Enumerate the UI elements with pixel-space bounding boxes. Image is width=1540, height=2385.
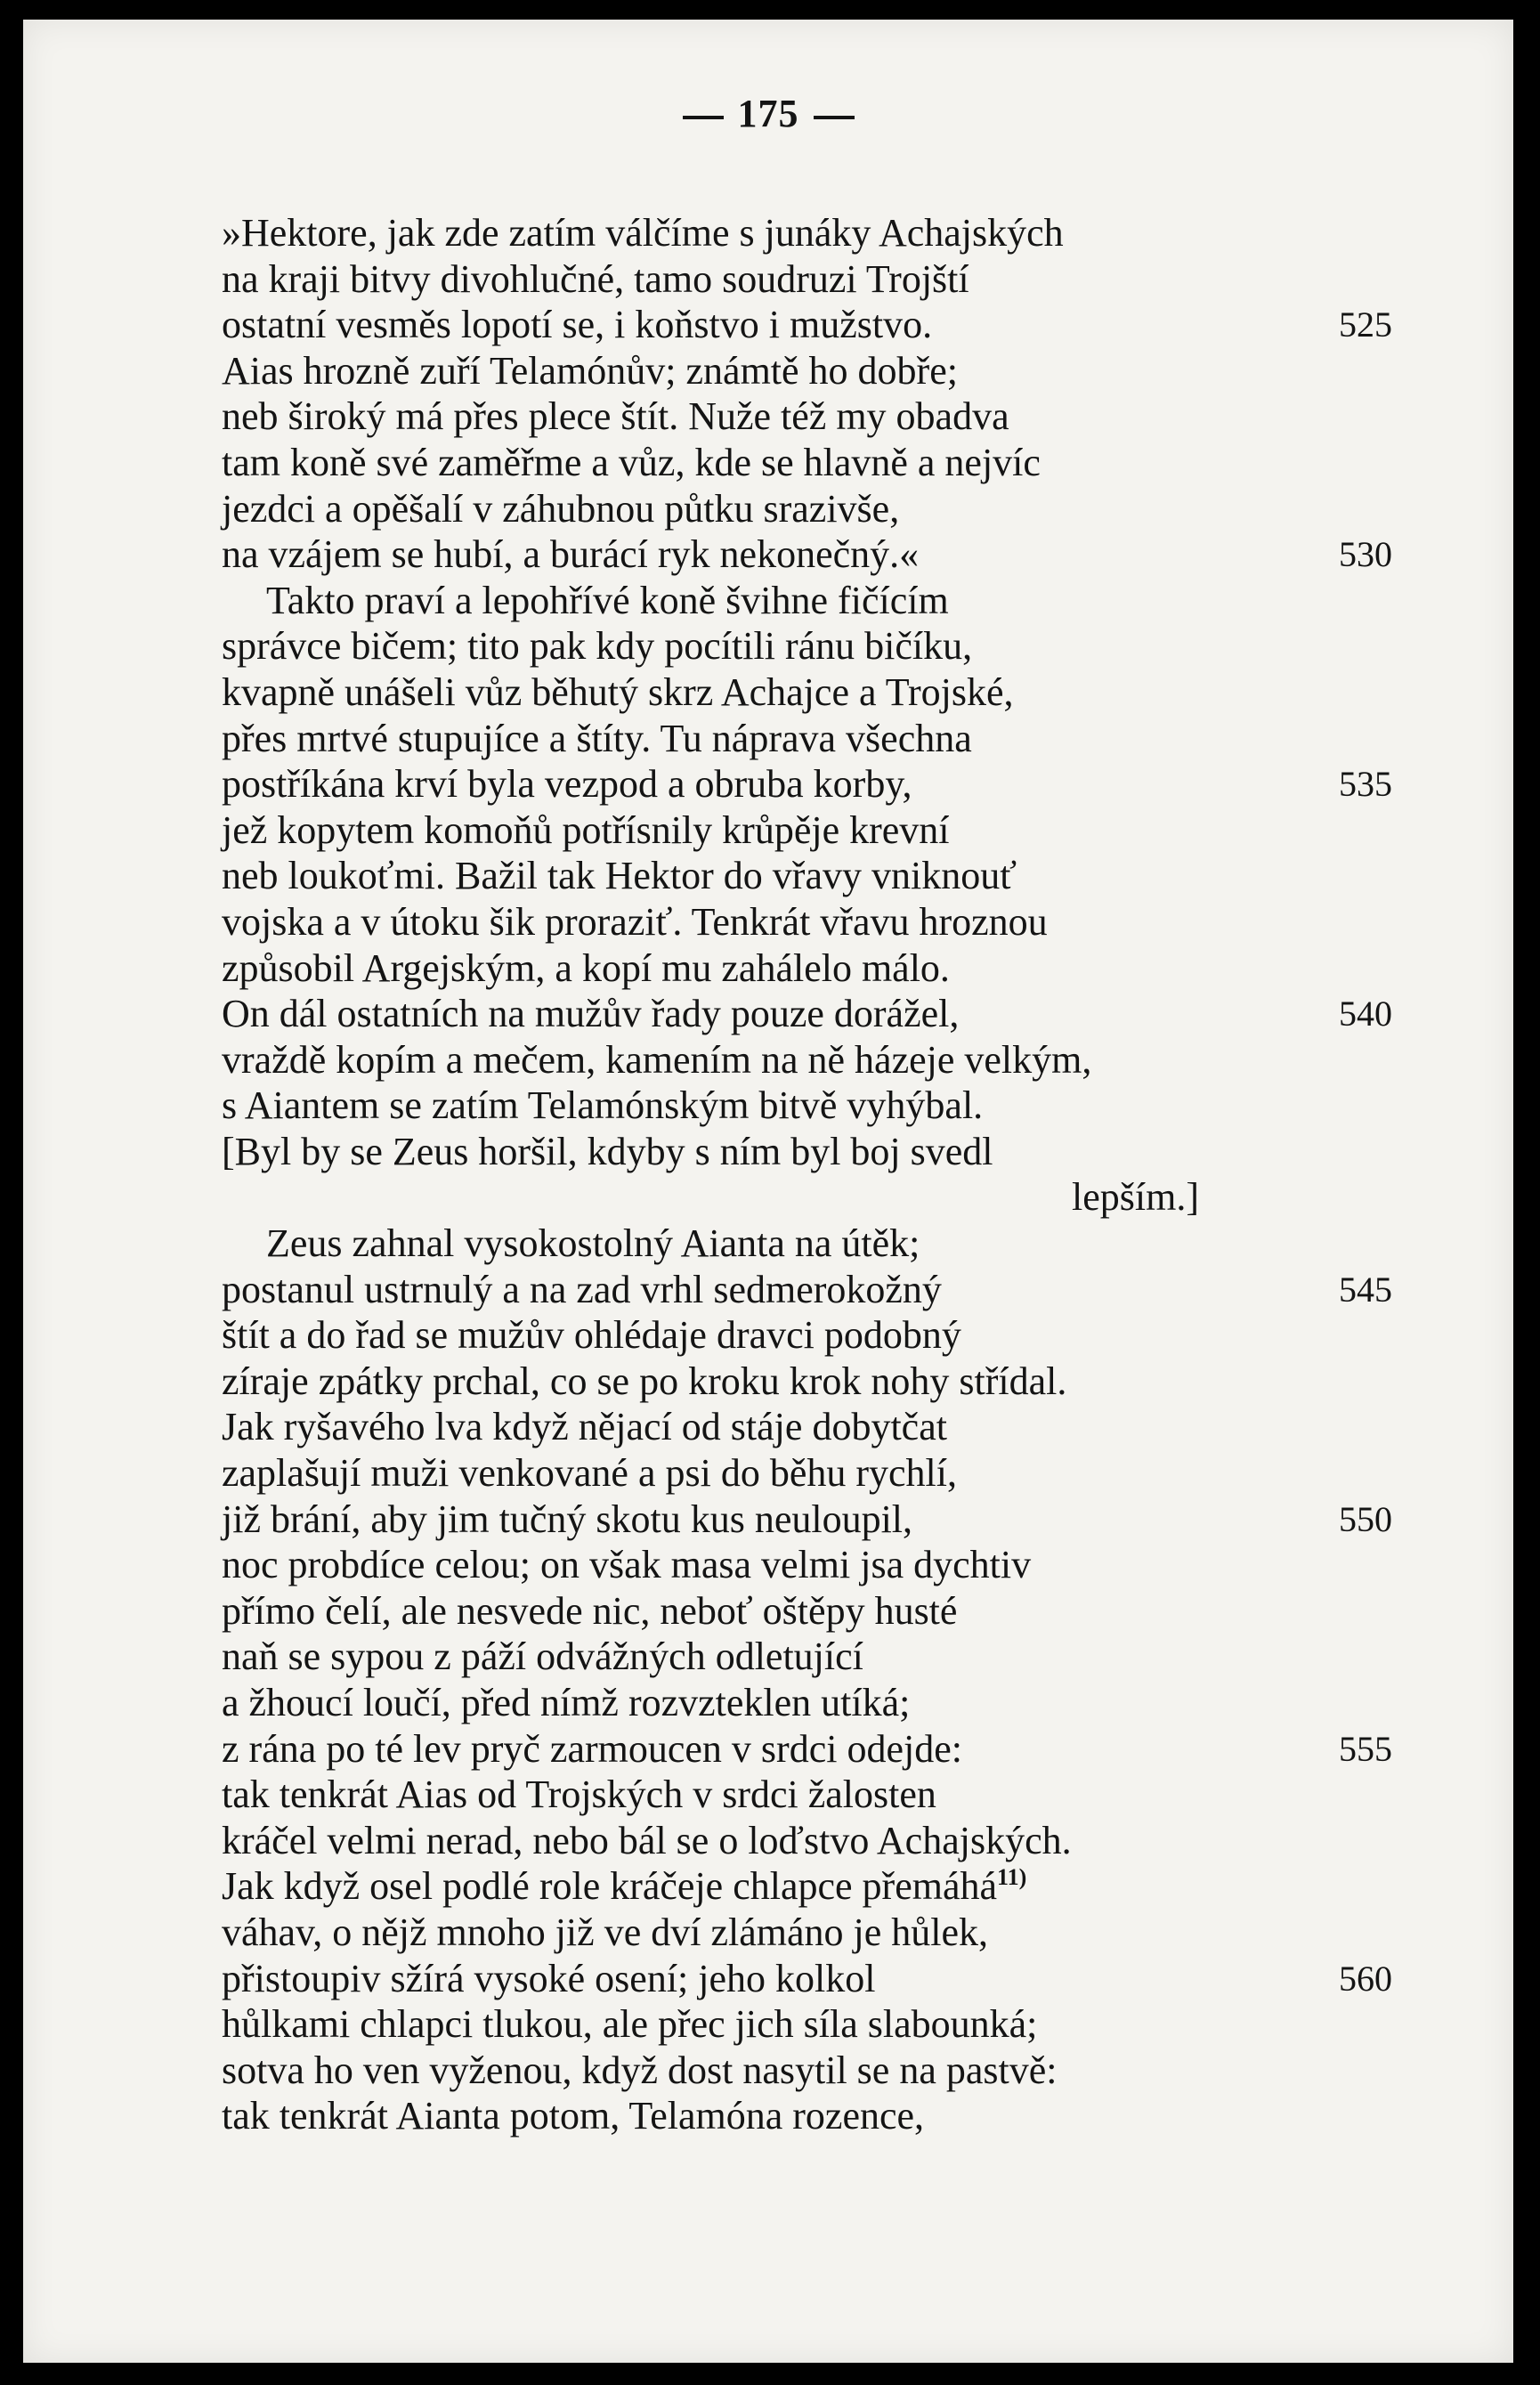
verse-line-text: jezdci a opěšalí v záhubnou půtku srazivše,: [222, 486, 900, 531]
verse-line-text: postříkána krví byla vezpod a obruba korby,: [222, 762, 912, 807]
verse-line-text: již brání, aby jim tučný skotu kus neuloupil,: [222, 1497, 913, 1541]
line-number: 560: [1339, 1958, 1392, 1999]
verse-line-text: jež kopytem komoňů potřísnily krůpěje krevní: [222, 807, 950, 852]
line-number: 525: [1339, 304, 1392, 345]
verse-line: [222, 1542, 1379, 1588]
dash-left: [683, 116, 724, 119]
verse-line-text: hůlkami chlapci tlukou, ale přec jich síla slabounká;: [222, 2002, 1038, 2047]
verse-line-text: naň se sypou z páží odvážných odletující: [222, 1635, 863, 1679]
verse-line-text: správce bičem; tito pak kdy pocítili ránu bičíku,: [222, 624, 973, 669]
verse-line-text: tam koně své zaměřme a vůz, kde se hlavně a nejvíc: [222, 440, 1041, 484]
verse-line: [222, 1497, 1392, 1543]
verse-line: [222, 716, 1379, 762]
verse-line-text: zaplašují muži venkované a psi do běhu rychlí,: [222, 1451, 957, 1496]
verse-line-text: přes mrtvé stupujíce a štíty. Tu náprava všechna: [222, 716, 972, 760]
verse-line-text: »Hektore, jak zde zatím válčíme s junáky Achajských: [222, 211, 1064, 255]
verse-line: [222, 945, 1379, 992]
verse-line: [222, 1588, 1379, 1635]
verse-line: [222, 531, 1392, 578]
page-number-value: 175: [737, 92, 799, 135]
verse-line: [222, 1680, 1379, 1726]
verse-line: [222, 1450, 1379, 1497]
verse-line: [222, 1267, 1392, 1313]
verse-line-text: vojska a v útoku šik proraziť. Tenkrát vřavu hroznou: [222, 899, 1048, 944]
verse-line-text: neb široký má přes plece štít. Nuže též my obadva: [222, 394, 1009, 439]
line-number: 545: [1339, 1269, 1392, 1310]
verse-line-text: způsobil Argejským, a kopí mu zahálelo málo.: [222, 945, 950, 990]
verse-line-text: Jak když osel podlé role kráčeje chlapce přemáhá: [222, 1864, 998, 1909]
verse-line: [222, 807, 1379, 854]
verse-line-text: kráčel velmi nerad, nebo bál se o loďstvo Achajských.: [222, 1818, 1072, 1862]
verse-line: [222, 1037, 1379, 1083]
verse-line: [222, 393, 1379, 440]
verse-line: [222, 1312, 1379, 1359]
verse-line: [222, 1174, 1379, 1221]
verse-line-text: lepším.]: [1072, 1175, 1199, 1220]
verse-line-text: na vzájem se hubí, a burácí ryk nekonečný.«: [222, 532, 920, 577]
verse-line: [222, 1634, 1379, 1680]
verse-line: [222, 302, 1392, 348]
poem-text: [222, 210, 1392, 2139]
verse-line-text: s Aiantem se zatím Telamónským bitvě vyhýbal.: [222, 1083, 984, 1128]
verse-line-text: On dál ostatních na mužův řady pouze dorážel,: [222, 992, 960, 1036]
verse-line-text: štít a do řad se mužův ohlédaje dravci podobný: [222, 1313, 961, 1358]
verse-line: [222, 1129, 1379, 1175]
verse-line: [222, 210, 1379, 256]
line-number: 555: [1339, 1728, 1392, 1769]
verse-line-text: postanul ustrnulý a na zad vrhl sedmerokožný: [222, 1267, 942, 1311]
verse-line-text: vraždě kopím a mečem, kamením na ně házeje velkým,: [222, 1037, 1092, 1082]
verse-line-text: Takto praví a lepohřívé koně švihne fičícím: [266, 578, 949, 622]
verse-line-text: neb loukoťmi. Bažil tak Hektor do vřavy vniknouť: [222, 854, 1017, 898]
verse-line: [222, 440, 1379, 486]
verse-line: [222, 669, 1379, 716]
verse-line-text: na kraji bitvy divohlučné, tamo soudruzi Trojští: [222, 256, 969, 301]
verse-line-text: váhav, o nějž mnoho již ve dví zlámáno je hůlek,: [222, 1910, 988, 1954]
verse-line: [222, 1818, 1379, 1864]
line-number: 550: [1339, 1498, 1392, 1539]
verse-line: [222, 1956, 1392, 2002]
book-page: [23, 20, 1513, 2363]
verse-line: [222, 1863, 1379, 1910]
verse-line-text: z rána po té lev pryč zarmoucen v srdci odejde:: [222, 1726, 962, 1771]
verse-line: [222, 1083, 1379, 1129]
verse-line-text: sotva ho ven vyženou, když dost nasytil se na pastvě:: [222, 2048, 1058, 2092]
verse-line: [222, 853, 1379, 899]
verse-line-text: Zeus zahnal vysokostolný Aianta na útěk;: [266, 1221, 920, 1266]
verse-line-text: [Byl by se Zeus horšil, kdyby s ním byl boj svedl: [222, 1129, 993, 1173]
line-number: 535: [1339, 764, 1392, 805]
verse-line: [222, 2048, 1379, 2094]
verse-line: [222, 1404, 1379, 1450]
verse-line: [222, 623, 1379, 669]
verse-line: [222, 1726, 1392, 1773]
verse-line-text: tak tenkrát Aianta potom, Telamóna rozence,: [222, 2094, 925, 2138]
dash-right: [814, 116, 855, 119]
verse-line: [222, 578, 1379, 624]
page-number: [23, 91, 1513, 136]
verse-line: [222, 348, 1379, 394]
verse-line-text: Jak ryšavého lva když nějací od stáje dobytčat: [222, 1405, 947, 1449]
verse-line: [222, 1359, 1379, 1405]
verse-line-wrap: [222, 1863, 1026, 1910]
verse-line-text: přistoupiv sžírá vysoké osení; jeho kolkol: [222, 1956, 876, 2000]
verse-line: [222, 486, 1379, 532]
line-number: 530: [1339, 534, 1392, 575]
footnote-marker: 11): [997, 1864, 1027, 1891]
verse-line-text: ostatní vesměs lopotí se, i koňstvo i mužstvo.: [222, 303, 933, 347]
verse-line: [222, 991, 1392, 1037]
verse-line: [222, 1910, 1379, 1956]
verse-line: [222, 2001, 1379, 2048]
line-number: 540: [1339, 994, 1392, 1034]
verse-line-text: zíraje zpátky prchal, co se po kroku krok nohy střídal.: [222, 1359, 1067, 1403]
verse-line-text: kvapně unášeli vůz běhutý skrz Achajce a Trojské,: [222, 669, 1014, 714]
verse-line-text: noc probdíce celou; on však masa velmi jsa dychtiv: [222, 1543, 1032, 1587]
verse-line-text: Aias hrozně zuří Telamónův; známtě ho dobře;: [222, 348, 958, 393]
verse-line-text: tak tenkrát Aias od Trojských v srdci žalosten: [222, 1773, 936, 1817]
verse-line: [222, 256, 1379, 303]
verse-line-text: a žhoucí loučí, před nímž rozvzteklen utíká;: [222, 1681, 911, 1724]
verse-line-text: přímo čelí, ale nesvede nic, neboť oštěpy husté: [222, 1588, 958, 1633]
verse-line: [222, 899, 1379, 945]
verse-line: [222, 1221, 1379, 1267]
verse-line: [222, 1772, 1379, 1818]
verse-line: [222, 761, 1392, 807]
verse-line: [222, 2093, 1379, 2139]
